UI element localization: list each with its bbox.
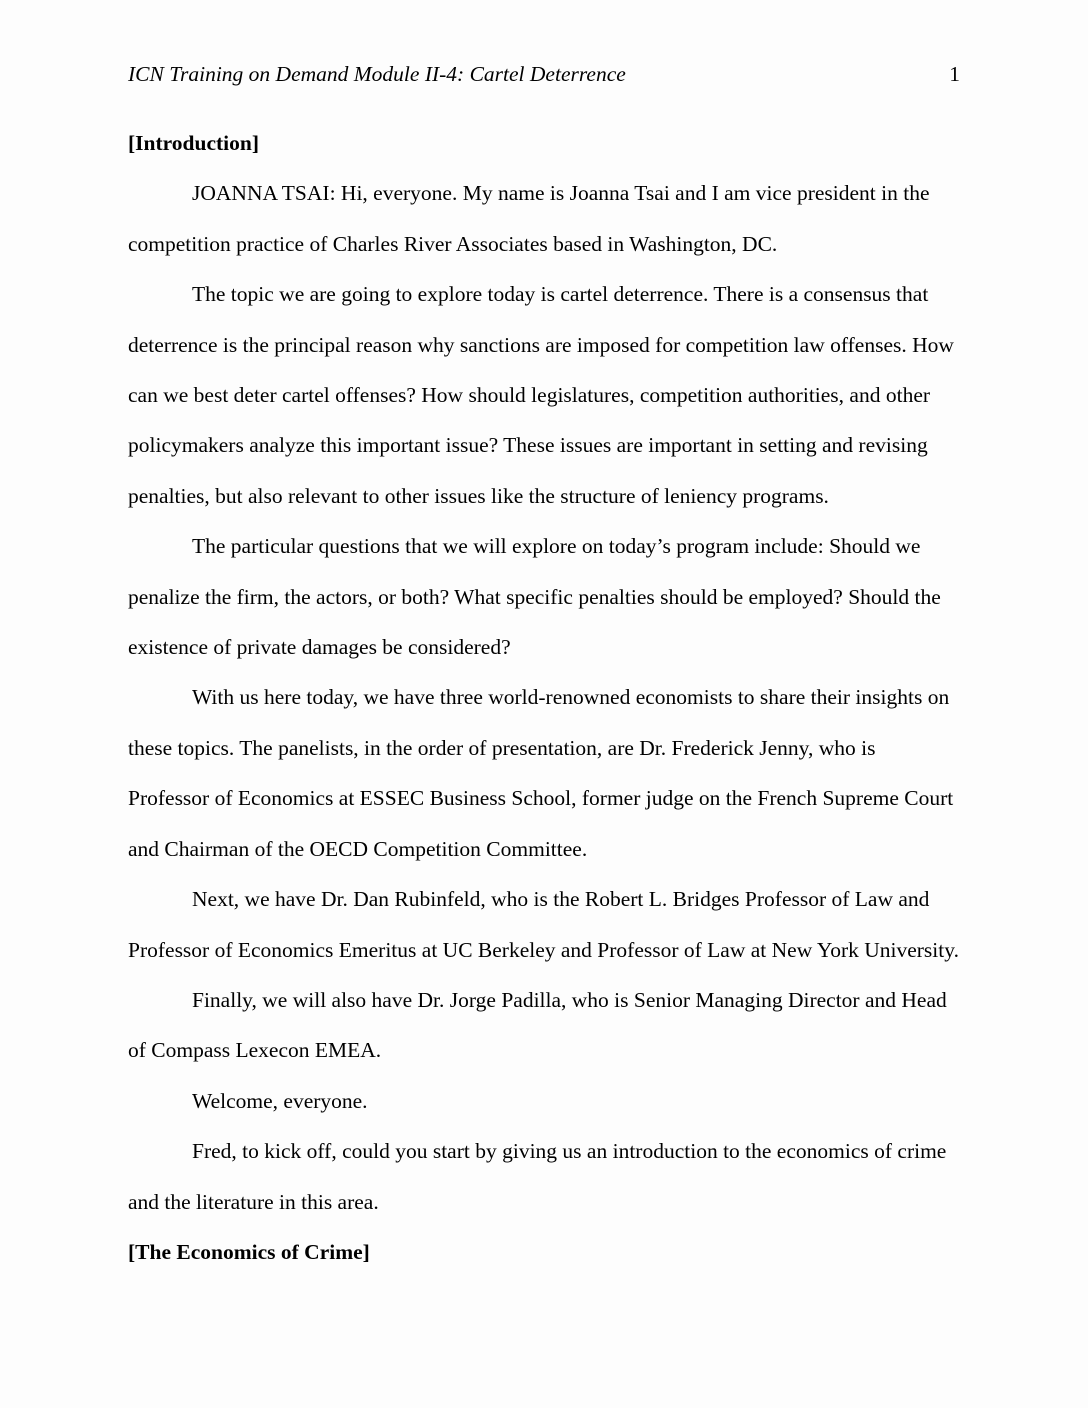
running-header-title: ICN Training on Demand Module II-4: Cartel Deterrence	[128, 62, 626, 86]
paragraph: Next, we have Dr. Dan Rubinfeld, who is the Robert L. Bridges Professor of Law and Professor of Economics Emeritus at UC Berkeley and Professor of Law at New York University.	[128, 887, 959, 962]
paragraph: The particular questions that we will explore on today’s program include: Should we penalize the firm, the actors, or both? What specific penalties should be employed? Should the existence of private damages be considered?	[128, 534, 941, 660]
paragraph: Fred, to kick off, could you start by giving us an introduction to the economics of crime and the literature in this area.	[128, 1139, 947, 1214]
paragraph: The topic we are going to explore today is cartel deterrence. There is a consensus that deterrence is the principal reason why sanctions are imposed for competition law offenses. How can we best deter cartel offenses? How should legislatures, competition authorities, and other policymakers analyze this important issue? These issues are important in setting and revising penalties, but also relevant to other issues like the structure of leniency programs.	[128, 282, 954, 508]
section-heading-introduction: [Introduction]	[128, 131, 260, 155]
paragraph: Welcome, everyone.	[192, 1088, 368, 1113]
page-number: 1	[949, 62, 960, 86]
page-header	[0, 0, 1088, 87]
paragraph: With us here today, we have three world-renowned economists to share their insights on these topics. The panelists, in the order of presentation, are Dr. Frederick Jenny, who is Professor of Economics at ESSEC Business School, former judge on the French Supreme Court and Chairman of the OECD Competition Committee.	[128, 685, 954, 861]
paragraph: JOANNA TSAI: Hi, everyone. My name is Joanna Tsai and I am vice president in the competition practice of Charles River Associates based in Washington, DC.	[128, 181, 930, 256]
section-heading-economics-of-crime: [The Economics of Crime]	[128, 1239, 370, 1264]
document-body	[0, 118, 1088, 1277]
paragraph: Finally, we will also have Dr. Jorge Padilla, who is Senior Managing Director and Head of Compass Lexecon EMEA.	[128, 987, 947, 1063]
